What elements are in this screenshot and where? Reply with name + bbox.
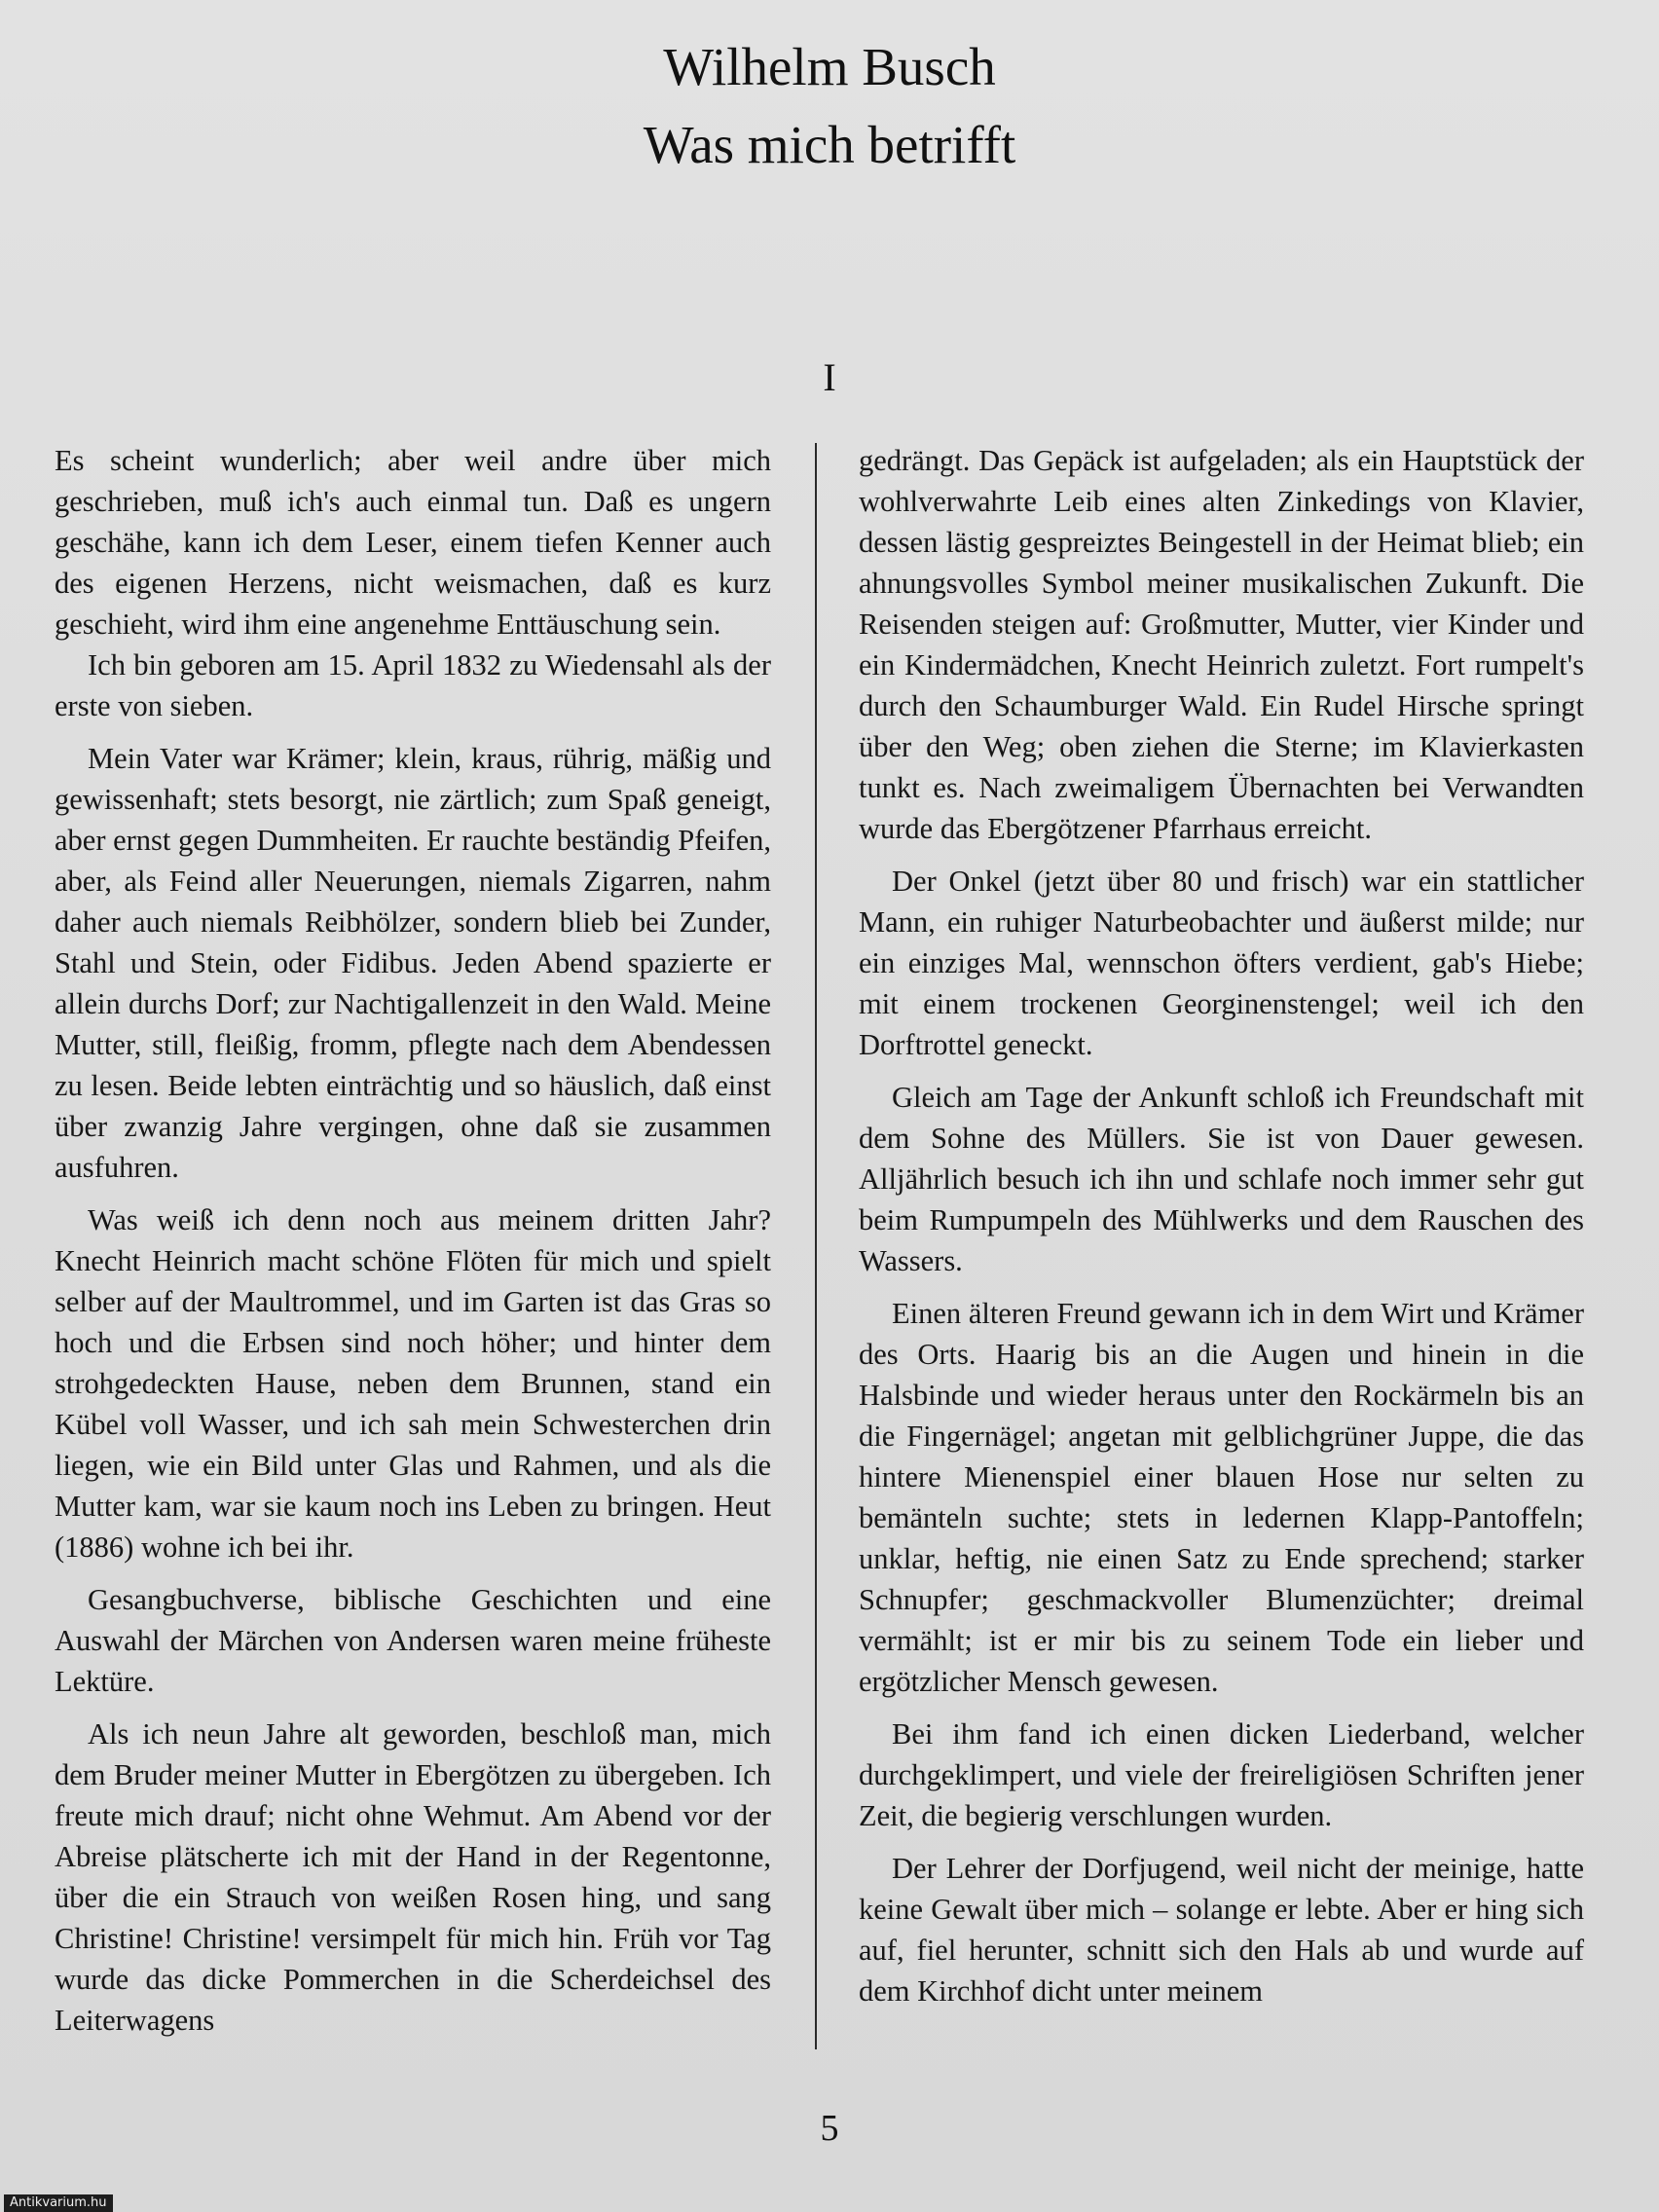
chapter-numeral: I xyxy=(823,355,836,399)
paragraph: Der Lehrer der Dorfjugend, weil nicht der meinige, hatte keine Gewalt über mich – solange er lebte. Aber er hing sich auf, fiel herunter, schnitt sich den Hals ab und wurde auf dem Kirchhof dicht unter meinem xyxy=(859,1852,1584,2008)
paragraph: Es scheint wunderlich; aber weil andre über mich geschrieben, muß ich's auch einmal tun. Daß es ungern geschähe, kann ich dem Leser, einem tiefen Kenner auch des eigenen Herzens, nicht weismachen, daß es kurz geschieht, wird ihm eine angenehme Enttäuschung sein. xyxy=(55,444,771,641)
page-number: 5 xyxy=(820,2108,839,2149)
paragraph: Gesangbuchverse, biblische Geschichten und eine Auswahl der Märchen von Andersen waren meine früheste Lektüre. xyxy=(55,1583,771,1698)
paragraph: Ich bin geboren am 15. April 1832 zu Wiedensahl als der erste von sieben. xyxy=(55,648,771,722)
paragraph: Mein Vater war Krämer; klein, kraus, rührig, mäßig und gewissenhaft; stets besorgt, nie zärtlich; zum Spaß geneigt, aber ernst gegen Dummheiten. Er rauchte beständig Pfeifen, aber, als Feind aller Neuerungen, niemals Zigarren, nahm daher auch niemals Reibhölzer, sondern blieb bei Zunder, Stahl und Stein, oder Fidibus. Jeden Abend spazierte er allein durchs Dorf; zur Nachtigallenzeit in den Wald. Meine Mutter, still, fleißig, fromm, pflegte nach dem Abendessen zu lesen. Beide lebten einträchtig und so häuslich, daß einst über zwanzig Jahre vergingen, ohne daß sie zusammen ausfuhren. xyxy=(55,742,771,1184)
author-heading: Wilhelm Busch xyxy=(663,37,996,96)
paragraph: Gleich am Tage der Ankunft schloß ich Freundschaft mit dem Sohne des Müllers. Sie ist von Dauer gewesen. Alljährlich besuch ich ihn und schlafe noch immer sehr gut beim Rumpumpeln des Mühlwerks und dem Rauschen des Wassers. xyxy=(859,1081,1584,1277)
paragraph: Als ich neun Jahre alt geworden, beschloß man, mich dem Bruder meiner Mutter in Ebergötzen zu übergeben. Ich freute mich drauf; nicht ohne Wehmut. Am Abend vor der Abreise plätscherte ich mit der Hand in der Regentonne, über die ein Strauch von weißen Rosen hing, und sang Christine! Christine! versimpelt für mich hin. Früh vor Tag wurde das dicke Pommerchen in die Scherdeichsel des Leiterwagens xyxy=(55,1717,771,2037)
right-column xyxy=(859,440,1584,2011)
essay-title: Was mich betrifft xyxy=(643,115,1016,174)
left-column xyxy=(55,440,771,2041)
paragraph: Bei ihm fand ich einen dicken Liederband, welcher durchgeklimpert, und viele der freireligiösen Schriften jener Zeit, die begierig verschlungen wurden. xyxy=(859,1717,1584,1832)
paragraph: gedrängt. Das Gepäck ist aufgeladen; als ein Hauptstück der wohlverwahrte Leib eines alten Zinkedings von Klavier, dessen lästig gespreiztes Beingestell in der Heimat blieb; ein ahnungsvolles Symbol meiner musikalischen Zukunft. Die Reisenden steigen auf: Großmutter, Mutter, vier Kinder und ein Kindermädchen, Knecht Heinrich zuletzt. Fort rumpelt's durch den Schaumburger Wald. Ein Rudel Hirsche springt über den Weg; oben ziehen die Sterne; im Klavierkasten tunkt es. Nach zweimaligem Übernachten bei Verwandten wurde das Ebergötzener Pfarrhaus erreicht. xyxy=(859,444,1584,845)
watermark: Antikvarium.hu xyxy=(4,2194,113,2212)
paragraph: Einen älteren Freund gewann ich in dem Wirt und Krämer des Orts. Haarig bis an die Augen und hinein in die Halsbinde und wieder heraus unter den Rockärmeln bis an die Fingernägel; angetan mit gelblichgrüner Juppe, die das hintere Mienenspiel einer blauen Hose nur selten zu bemänteln suchte; stets in ledernen Klapp-Pantoffeln; unklar, heftig, nie einen Satz zu Ende sprechend; starker Schnupfer; geschmackvoller Blumenzüchter; dreimal vermählt; ist er mir bis zu seinem Tode ein lieber und ergötzlicher Mensch gewesen. xyxy=(859,1297,1584,1698)
paragraph: Der Onkel (jetzt über 80 und frisch) war ein stattlicher Mann, ein ruhiger Naturbeobachter und äußerst milde; nur ein einziges Mal, wennschon öfters verdient, gab's Hiebe; mit einem trockenen Georginenstengel; weil ich den Dorftrottel geneckt. xyxy=(859,865,1584,1061)
column-divider xyxy=(815,443,817,2049)
paragraph: Was weiß ich denn noch aus meinem dritten Jahr? Knecht Heinrich macht schöne Flöten für mich und spielt selber auf der Maultrommel, und im Garten ist das Gras so hoch und die Erbsen sind noch höher; und hinter dem strohgedeckten Hause, neben dem Brunnen, stand ein Kübel voll Wasser, und ich sah mein Schwesterchen drin liegen, wie ein Bild unter Glas und Rahmen, und als die Mutter kam, war sie kaum noch ins Leben zu bringen. Heut (1886) wohne ich bei ihr. xyxy=(55,1203,771,1564)
